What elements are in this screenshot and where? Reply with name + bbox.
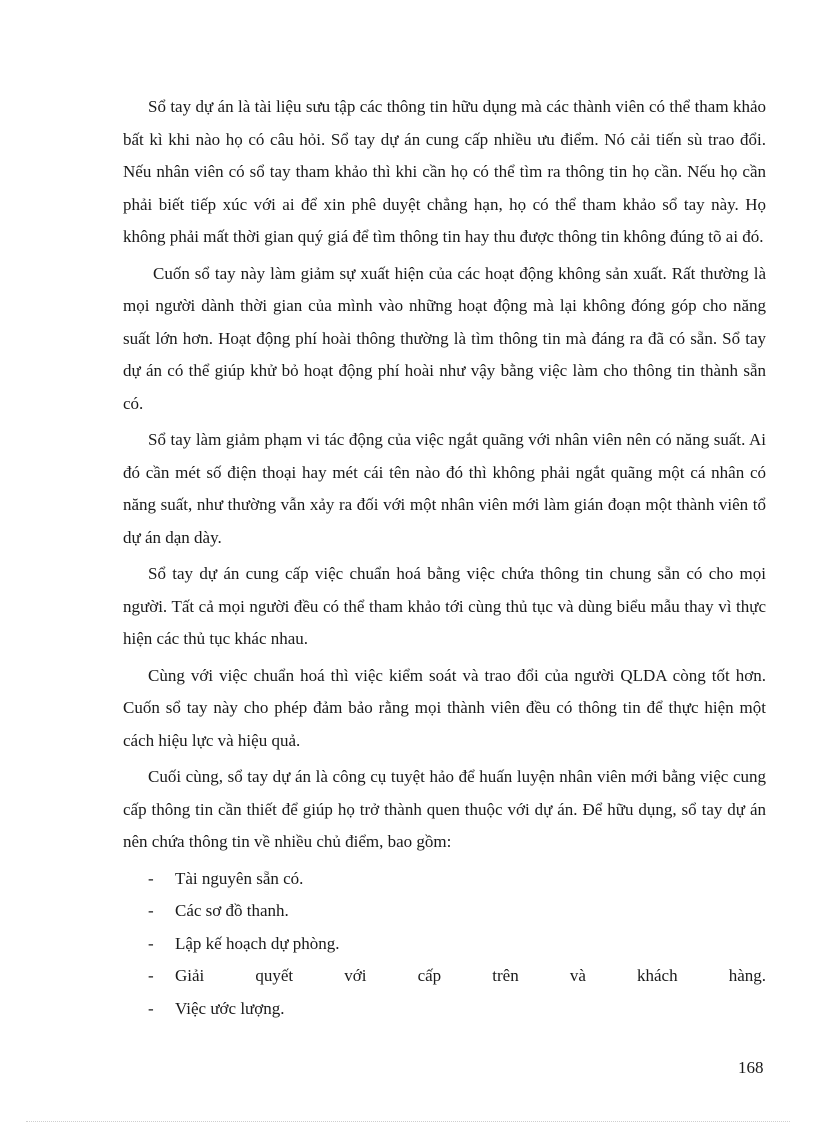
bullet-marker: - (148, 933, 154, 953)
bullet-marker: - (148, 998, 154, 1018)
page-bottom-divider (26, 1121, 790, 1122)
list-item (123, 928, 766, 961)
bullet-marker: - (148, 868, 154, 888)
list-item (123, 960, 766, 993)
paragraph-2: Cuốn sổ tay này làm giảm sự xuất hiện của các hoạt động không sản xuất. Rất thường là mọi người dành thời gian của mình vào những hoạt động mà lại không đóng góp cho năng suất lớn hơn. Hoạt động phí hoài thông thường là tìm thông tin mà đáng ra đã có sẵn. Sổ tay dự án có thể giúp khử bỏ hoạt động phí hoài như vậy bằng việc làm cho thông tin thành sẵn có. (123, 263, 766, 413)
list-item-text: Lập kế hoạch dự phòng. (175, 933, 340, 953)
page-number: 168 (738, 1058, 764, 1077)
paragraph-3: Sổ tay làm giảm phạm vi tác động của việc ngắt quãng với nhân viên nên có năng suất. Ai đó cần mét số điện thoại hay mét cái tên nào đó thì không phải ngắt quãng một cá nhân có năng suất, như thường vẫn xảy ra đối với một nhân viên mới làm gián đoạn một thành viên tổ dự án dạn dày. (123, 430, 766, 547)
body-text (123, 91, 766, 1025)
list-item (123, 863, 766, 896)
paragraph-6: Cuối cùng, sổ tay dự án là công cụ tuyệt hảo để huấn luyện nhân viên mới bằng việc cung cấp thông tin cần thiết để giúp họ trở thành quen thuộc với dự án. Để hữu dụng, sổ tay dự án nên chứa thông tin về nhiều chủ điểm, bao gồm: (123, 767, 766, 851)
list-item (123, 993, 766, 1026)
bullet-list (123, 863, 766, 1026)
bullet-marker: - (148, 901, 154, 920)
paragraph-5: Cùng với việc chuẩn hoá thì việc kiểm soát và trao đổi của người QLDA còng tốt hơn. Cuốn sổ tay này cho phép đảm bảo rằng mọi thành viên đều có thông tin để thực hiện một cách hiệu lực và hiệu quả. (123, 665, 766, 750)
paragraph-1: Sổ tay dự án là tài liệu sưu tập các thông tin hữu dụng mà các thành viên có thể tham khảo bất kì khi nào họ có câu hỏi. Sổ tay dự án cung cấp nhiều ưu điểm. Nó cải tiến sù trao đổi. Nếu nhân viên có sổ tay tham khảo thì khi cần họ có thể tìm ra thông tin họ cần. Nếu họ cần phải biết tiếp xúc với ai để xin phê duyệt chẳng hạn, họ có thể tham khảo sổ tay này. Họ không phải mất thời gian quý giá để tìm thông tin hay thu được thông tin không đúng tõ ai đó. (123, 97, 766, 246)
list-item (123, 895, 766, 928)
list-item-text: Giải quyết với cấp trên và khách hàng. (175, 966, 766, 985)
paragraph-4: Sổ tay dự án cung cấp việc chuẩn hoá bằng việc chứa thông tin chung sẵn có cho mọi người. Tất cả mọi người đều có thể tham khảo tới cùng thủ tục và dùng biểu mẫu thay vì thực hiện các thủ tục khác nhau. (123, 564, 766, 648)
list-item-text: Tài nguyên sẵn có. (175, 868, 304, 888)
bullet-marker: - (148, 966, 154, 985)
list-item-text: Các sơ đồ thanh. (175, 901, 289, 920)
list-item-text: Việc ước lượng. (175, 998, 285, 1018)
